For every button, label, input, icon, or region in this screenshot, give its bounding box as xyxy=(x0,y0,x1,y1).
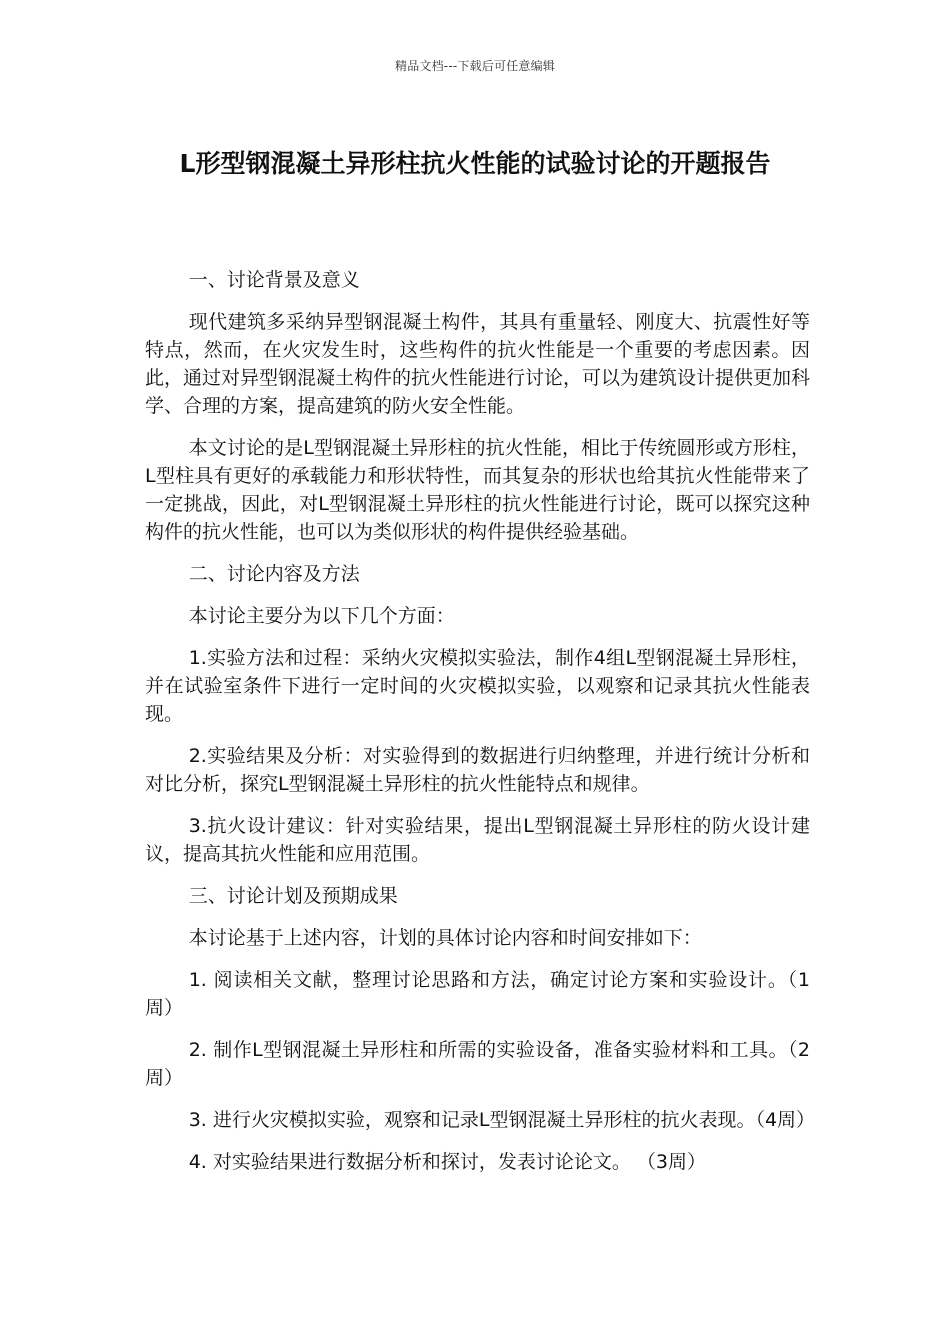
list-item: 2.实验结果及分析：对实验得到的数据进行归纳整理，并进行统计分析和对比分析，探究L型钢混凝土异形柱的抗火性能特点和规律。 xyxy=(145,745,810,795)
section-heading: 二、讨论内容及方法 xyxy=(188,563,360,585)
section-heading: 一、讨论背景及意义 xyxy=(188,269,360,291)
page-header: 精品文档---下载后可任意编辑 xyxy=(395,59,555,73)
section-heading: 三、讨论计划及预期成果 xyxy=(188,885,398,907)
list-item: 2. 制作L型钢混凝土异形柱和所需的实验设备，准备实验材料和工具。（2周） xyxy=(145,1039,810,1089)
paragraph: 本文讨论的是L型钢混凝土异形柱的抗火性能，相比于传统圆形或方形柱，L型柱具有更好的承载能力和形状特性，而其复杂的形状也给其抗火性能带来了一定挑战，因此，对L型钢混凝土异形柱的抗火性能进行讨论，既可以探究这种构件的抗火性能，也可以为类似形状的构件提供经验基础。 xyxy=(145,437,810,543)
document-title: L形型钢混凝土异形柱抗火性能的试验讨论的开题报告 xyxy=(179,149,771,178)
paragraph: 现代建筑多采纳异型钢混凝土构件，其具有重量轻、刚度大、抗震性好等特点，然而，在火灾发生时，这些构件的抗火性能是一个重要的考虑因素。因此，通过对异型钢混凝土构件的抗火性能进行讨论，可以为建筑设计提供更加科学、合理的方案，提高建筑的防火安全性能。 xyxy=(145,311,811,417)
list-item: 1. 阅读相关文献，整理讨论思路和方法，确定讨论方案和实验设计。（1周） xyxy=(145,969,810,1019)
list-item: 1.实验方法和过程：采纳火灾模拟实验法，制作4组L型钢混凝土异形柱，并在试验室条件下进行一定时间的火灾模拟实验，以观察和记录其抗火性能表现。 xyxy=(145,647,810,725)
paragraph: 本讨论基于上述内容，计划的具体讨论内容和时间安排如下： xyxy=(188,927,702,949)
list-item: 4. 对实验结果进行数据分析和探讨，发表讨论论文。 （3周） xyxy=(188,1151,706,1173)
list-item: 3. 进行火灾模拟实验，观察和记录L型钢混凝土异形柱的抗火表现。（4周） xyxy=(188,1109,816,1131)
paragraph: 本讨论主要分为以下几个方面： xyxy=(188,605,455,627)
document-body xyxy=(145,266,816,1190)
list-item: 3.抗火设计建议：针对实验结果，提出L型钢混凝土异形柱的防火设计建议，提高其抗火性能和应用范围。 xyxy=(145,815,810,865)
